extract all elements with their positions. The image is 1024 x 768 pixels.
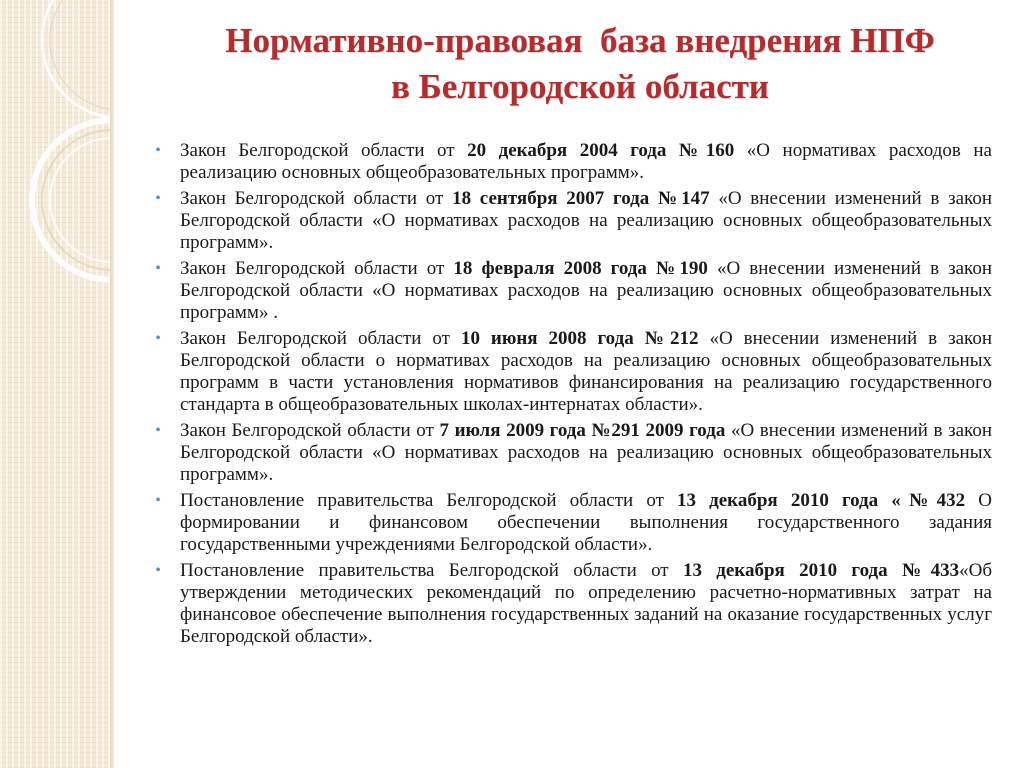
bullet-icon: •: [155, 422, 161, 439]
list-item: [150, 560, 992, 648]
document-reference: 13 декабря 2010 года №433: [682, 560, 960, 581]
document-reference: 18 февраля 2008 года №190: [453, 258, 708, 279]
title-line-1: Нормативно-правовая база внедрения НПФ: [225, 21, 935, 60]
item-text: «О внесении изменений в закон Белгородской области о нормативах расходов на реализацию основных общеобразовательных программ в части установления нормативов финансирования на реализацию государственного стандарта в общеобразовательных школах-интернатах области».: [180, 328, 992, 415]
item-text: «О внесении изменений в закон Белгородской области «О нормативах расходов на реализацию основных общеобразовательных программ».: [180, 420, 992, 485]
decorative-side-strip: [0, 0, 112, 768]
bullet-icon: •: [155, 190, 161, 207]
document-reference: 13 декабря 2010 года «№432: [677, 490, 966, 511]
list-item: [150, 258, 992, 324]
list-item: [150, 188, 992, 254]
list-item: [150, 490, 992, 556]
list-item: [150, 140, 992, 184]
item-text: Закон Белгородской области от: [180, 420, 440, 441]
item-text: «Об утверждении методических рекомендаций по определению расчетно-нормативных затрат на финансовое обеспечение выполнения государственных заданий на оказание государственных услуг Белгородской области».: [180, 560, 992, 647]
document-reference: 10 июня 2008 года №212: [460, 328, 699, 349]
item-text: Закон Белгородской области от: [180, 140, 468, 161]
document-reference: 7 июля 2009 года №291 2009 года: [439, 420, 726, 441]
item-text: «О внесении изменений в закон Белгородской области «О нормативах расходов на реализацию основных общеобразовательных программ» .: [180, 258, 992, 323]
item-text: «О нормативах расходов на реализацию основных общеобразовательных программ».: [180, 140, 992, 183]
list-item: [150, 328, 992, 416]
decorative-arcs: [0, 0, 112, 768]
strip-edge: [110, 0, 114, 768]
bullet-icon: •: [155, 562, 161, 579]
document-reference: 20 декабря 2004 года №160: [467, 140, 735, 161]
item-text: «О внесении изменений в закон Белгородской области «О нормативах расходов на реализацию основных общеобразовательных программ».: [180, 188, 992, 253]
title-line-2: в Белгородской области: [391, 67, 769, 106]
item-text: Постановление правительства Белгородской области от: [180, 490, 678, 511]
bullet-icon: •: [155, 330, 161, 347]
item-text: Постановление правительства Белгородской области от: [180, 560, 683, 581]
item-text: О формировании и финансовом обеспечении выполнения государственного задания государственными учреждениями Белгородской области».: [180, 490, 992, 555]
bullet-icon: •: [155, 492, 161, 509]
item-text: Закон Белгородской области от: [180, 188, 453, 209]
item-text: Закон Белгородской области от: [180, 328, 461, 349]
page-title: [150, 18, 1010, 110]
list-item: [150, 420, 992, 486]
bullet-icon: •: [155, 260, 161, 277]
bullet-icon: •: [155, 142, 161, 159]
item-text: Закон Белгородской области от: [180, 258, 454, 279]
document-list: [150, 140, 992, 652]
document-reference: 18 сентября 2007 года №147: [452, 188, 710, 209]
